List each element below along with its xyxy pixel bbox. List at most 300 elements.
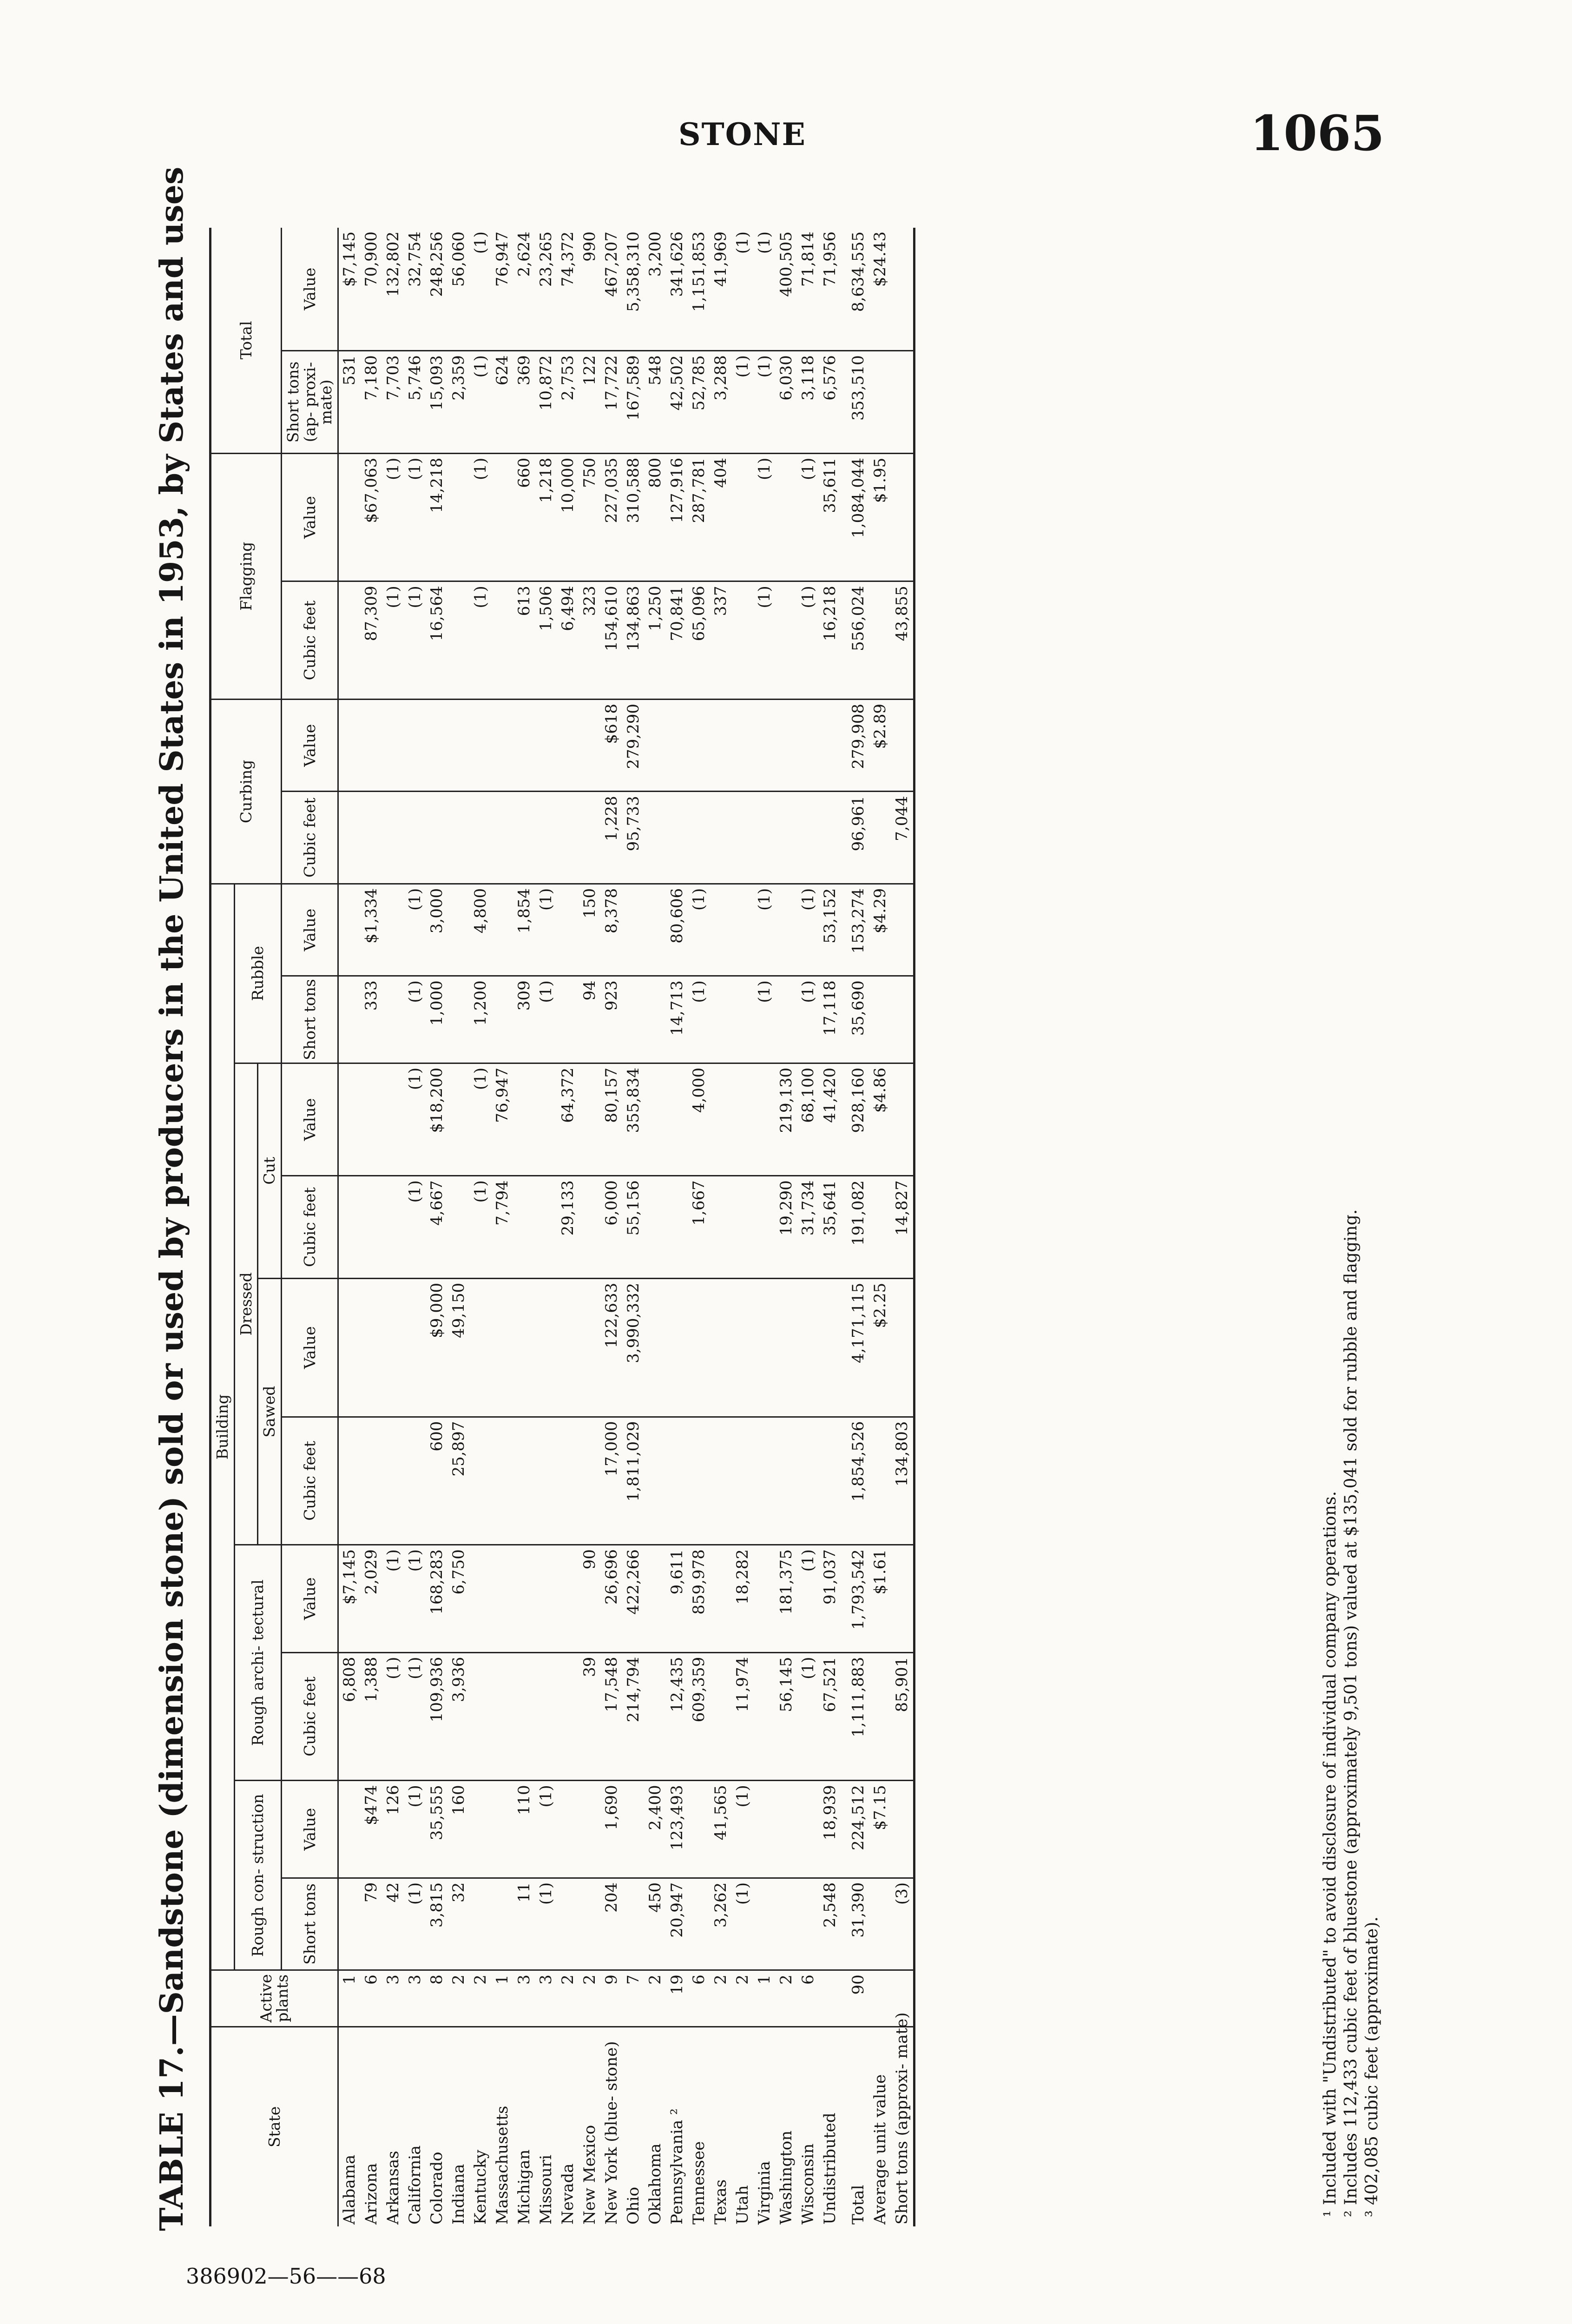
cell-flag-cf: 323 [579,581,601,700]
cell-saw-cf [404,1417,426,1545]
cell-plants: 2 [448,1970,470,2027]
cell-flag-cf: 70,841 [666,581,688,700]
cell-ra-v: $7,145 [338,1545,361,1653]
cell-tot-v: 76,947 [492,228,513,351]
cell-curb-v [448,699,470,791]
cell-flag-cf [448,581,470,700]
cell-state [688,2027,710,2226]
cell-flag-v [448,453,470,581]
cell-rub-t: 35,690 [841,976,869,1063]
footnote-3: ³ 402,085 cubic feet (approximate). [1362,1916,1381,2217]
cell-curb-v [426,699,448,791]
cell-curb-cf [426,792,448,884]
cell-cut-v [579,1063,601,1176]
cell-saw-v: 3,990,332 [623,1278,645,1417]
cell-flag-v: 35,611 [819,453,841,581]
cell-saw-v [513,1278,535,1417]
state-name: Massachusetts [493,2106,512,2225]
cell-rc-t: 3,262 [710,1878,732,1970]
cell-rub-t: 1,200 [470,976,492,1063]
cell-curb-cf [776,792,797,884]
header-rough-construction: Rough con- struction [234,1781,281,1970]
cell-cut-cf: (1) [470,1176,492,1279]
cell-cut-v: 68,100 [797,1063,819,1176]
cell-ra-v [891,1545,914,1653]
cell-tot-v: 23,265 [535,228,557,351]
cell-ra-v [535,1545,557,1653]
cell-cut-v [732,1063,754,1176]
table-row [776,228,797,2226]
cell-cut-v: 355,834 [623,1063,645,1176]
cell-tot-t: 5,746 [404,351,426,454]
cell-rc-t [557,1878,579,1970]
cell-cut-v: $4.86 [869,1063,891,1176]
cell-ra-cf [754,1652,776,1781]
state-name: Average unit value [870,2074,889,2225]
cell-curb-v: 279,290 [623,699,645,791]
cell-rub-v [492,884,513,976]
cell-ra-cf: 17,548 [601,1652,623,1781]
cell-curb-v [557,699,579,791]
cell-flag-cf: 337 [710,581,732,700]
cell-flag-v: 227,035 [601,453,623,581]
state-name: Indiana [449,2164,468,2225]
table-title: TABLE 17.—Sandstone (dimension stone) sold or used by producers in the United States in 1953, by States and uses [153,166,191,2231]
table-row [535,228,557,2226]
cell-ra-v [470,1545,492,1653]
cell-curb-v [688,699,710,791]
header-sawed: Sawed [258,1278,282,1545]
subheader-curbing-value: Value [281,699,338,791]
cell-rub-t [645,976,666,1063]
header-curbing: Curbing [210,699,282,884]
cell-saw-cf [382,1417,404,1545]
cell-curb-cf [382,792,404,884]
cell-ra-v [710,1545,732,1653]
cell-plants: 19 [666,1970,688,2027]
cell-flag-cf: 6,494 [557,581,579,700]
cell-ra-v: 859,978 [688,1545,710,1653]
cell-saw-cf [579,1417,601,1545]
cell-tot-t [869,351,891,454]
cell-saw-v [338,1278,361,1417]
cell-curb-v: $2.89 [869,699,891,791]
cell-curb-cf [732,792,754,884]
cell-ra-v [754,1545,776,1653]
cell-tot-v: $24.43 [869,228,891,351]
cell-cut-cf [579,1176,601,1279]
cell-state [557,2027,579,2226]
cell-rc-t: (1) [535,1878,557,1970]
cell-curb-v [710,699,732,791]
cell-plants: 3 [404,1970,426,2027]
cell-rc-v [338,1781,361,1878]
cell-flag-v: 660 [513,453,535,581]
cell-tot-v: 3,200 [645,228,666,351]
cell-state [535,2027,557,2226]
cell-curb-cf [797,792,819,884]
cell-cut-cf [338,1176,361,1279]
cell-saw-v [492,1278,513,1417]
cell-saw-v: 4,171,115 [841,1278,869,1417]
cell-tot-t: 167,589 [623,351,645,454]
cell-state [710,2027,732,2226]
header-flagging: Flagging [210,453,282,699]
cell-cut-v: 4,000 [688,1063,710,1176]
subheader-cut-cubic-feet: Cubic feet [281,1176,338,1279]
cell-plants [869,1970,891,2027]
table-row [891,228,914,2226]
cell-rub-t: (1) [535,976,557,1063]
cell-saw-v [470,1278,492,1417]
state-name: Missouri [536,2154,555,2225]
cell-saw-cf [688,1417,710,1545]
cell-tot-t: 15,093 [426,351,448,454]
cell-tot-v: 5,358,310 [623,228,645,351]
cell-ra-cf: 109,936 [426,1652,448,1781]
cell-rc-t: 20,947 [666,1878,688,1970]
cell-ra-cf: 56,145 [776,1652,797,1781]
cell-rub-v: 1,854 [513,884,535,976]
cell-tot-v: 56,060 [448,228,470,351]
cell-curb-v [470,699,492,791]
cell-flag-cf: 1,250 [645,581,666,700]
cell-saw-v [754,1278,776,1417]
table-row [492,228,513,2226]
cell-state [448,2027,470,2226]
cell-ra-cf: 6,808 [338,1652,361,1781]
cell-cut-v [448,1063,470,1176]
cell-rub-t: (1) [797,976,819,1063]
table-row [338,228,361,2226]
cell-cut-v [891,1063,914,1176]
subheader-ra-cubic-feet: Cubic feet [281,1652,338,1781]
cell-saw-cf: 600 [426,1417,448,1545]
cell-state [891,2012,914,2226]
cell-state [645,2027,666,2226]
subheader-rc-short-tons: Short tons [281,1878,338,1970]
table-row [623,228,645,2226]
cell-tot-v: 2,624 [513,228,535,351]
cell-rc-v: 123,493 [666,1781,688,1878]
cell-ra-v: 26,696 [601,1545,623,1653]
cell-plants: 90 [841,1970,869,2027]
cell-flag-cf [492,581,513,700]
subheader-cut-value: Value [281,1063,338,1176]
cell-rc-v: (1) [535,1781,557,1878]
cell-saw-v [732,1278,754,1417]
subheader-rc-value: Value [281,1781,338,1878]
cell-state [338,2027,361,2226]
cell-state [666,2027,688,2226]
footnotes [1320,265,1382,2217]
subheader-sawed-value: Value [281,1278,338,1417]
cell-saw-cf [513,1417,535,1545]
cell-tot-t: (1) [470,351,492,454]
cell-rub-t [732,976,754,1063]
cell-saw-cf [869,1417,891,1545]
cell-curb-cf [470,792,492,884]
footnote-2: ² Includes 112,433 cubic feet of bluestone (approximately 9,501 tons) valued at $135,041 sold for rubble and flagging. [1342,1209,1361,2217]
cell-curb-v [891,699,914,791]
cell-plants: 9 [601,1970,623,2027]
cell-tot-t: (1) [732,351,754,454]
cell-ra-v: 422,266 [623,1545,645,1653]
cell-flag-cf: 613 [513,581,535,700]
cell-tot-t: 2,359 [448,351,470,454]
cell-saw-cf [535,1417,557,1545]
cell-tot-v: 32,754 [404,228,426,351]
cell-flag-cf: (1) [754,581,776,700]
cell-flag-cf: 16,218 [819,581,841,700]
cell-rc-v [891,1781,914,1878]
cell-curb-cf [404,792,426,884]
cell-tot-v: 41,969 [710,228,732,351]
cell-rub-v: $4.29 [869,884,891,976]
cell-ra-v: $1.61 [869,1545,891,1653]
cell-rc-v [797,1781,819,1878]
header-dressed: Dressed [234,1063,258,1545]
cell-rc-t: 42 [382,1878,404,1970]
cell-saw-v [797,1278,819,1417]
cell-saw-cf [361,1417,382,1545]
cell-tot-t: 7,180 [361,351,382,454]
table-row [688,228,710,2226]
table-row [819,228,841,2226]
cell-cut-v [645,1063,666,1176]
cell-cut-v [754,1063,776,1176]
table-row [557,228,579,2226]
table-row [448,228,470,2226]
cell-rc-t: 11 [513,1878,535,1970]
cell-rc-v [623,1781,645,1878]
table-row [841,228,869,2226]
cell-curb-cf [448,792,470,884]
cell-plants: 3 [382,1970,404,2027]
cell-rub-t: 1,000 [426,976,448,1063]
cell-rub-t [492,976,513,1063]
subheader-sawed-cubic-feet: Cubic feet [281,1417,338,1545]
cell-curb-v [513,699,535,791]
cell-flag-v: 1,084,044 [841,453,869,581]
cell-ra-v: 1,793,542 [841,1545,869,1653]
cell-rub-v: (1) [404,884,426,976]
cell-cut-v: (1) [404,1063,426,1176]
cell-rub-v: 80,606 [666,884,688,976]
state-name: New York (blue- stone) [602,2041,621,2225]
cell-rc-t: 32 [448,1878,470,1970]
cell-curb-v [797,699,819,791]
cell-plants: 2 [710,1970,732,2027]
cell-saw-v [710,1278,732,1417]
cell-saw-cf: 134,803 [891,1417,914,1545]
cell-rc-v: 1,690 [601,1781,623,1878]
cell-curb-cf: 95,733 [623,792,645,884]
cell-tot-t [891,351,914,454]
cell-curb-cf [688,792,710,884]
cell-tot-t: 3,118 [797,351,819,454]
cell-flag-v [732,453,754,581]
cell-curb-cf [338,792,361,884]
cell-state [732,2027,754,2226]
cell-curb-v [666,699,688,791]
cell-ra-cf: (1) [382,1652,404,1781]
cell-cut-v [361,1063,382,1176]
cell-saw-cf [710,1417,732,1545]
cell-tot-t: 531 [338,351,361,454]
cell-rub-v [645,884,666,976]
cell-cut-cf: (1) [404,1176,426,1279]
cell-curb-v [382,699,404,791]
cell-flag-cf: 87,309 [361,581,382,700]
table-row [732,228,754,2226]
cell-curb-cf [645,792,666,884]
cell-flag-v: 10,000 [557,453,579,581]
cell-rc-v [754,1781,776,1878]
cell-state [382,2027,404,2226]
cell-rc-t: (1) [404,1878,426,1970]
cell-ra-cf [869,1652,891,1781]
cell-ra-v [557,1545,579,1653]
cell-flag-v: 14,218 [426,453,448,581]
cell-saw-v [776,1278,797,1417]
cell-rc-v [579,1781,601,1878]
cell-saw-cf [492,1417,513,1545]
sandstone-table [209,228,915,2226]
cell-tot-v: 74,372 [557,228,579,351]
cell-saw-cf [338,1417,361,1545]
cell-curb-v [535,699,557,791]
cell-state [579,2027,601,2226]
cell-state [513,2027,535,2226]
cell-cut-cf: 1,667 [688,1176,710,1279]
cell-rub-v [891,884,914,976]
state-name: Ohio [624,2186,643,2225]
table-row [382,228,404,2226]
cell-flag-cf [732,581,754,700]
cell-tot-t: 6,030 [776,351,797,454]
state-name: Arkansas [383,2151,402,2225]
table-container [209,228,915,2226]
cell-rc-v: (1) [732,1781,754,1878]
cell-rc-t: 3,815 [426,1878,448,1970]
cell-plants: 2 [470,1970,492,2027]
state-name: Tennessee [689,2141,708,2225]
cell-cut-cf: 7,794 [492,1176,513,1279]
cell-cut-cf [382,1176,404,1279]
cell-rub-v [710,884,732,976]
cell-rc-v: 110 [513,1781,535,1878]
cell-rc-v: (1) [404,1781,426,1878]
cell-ra-cf [492,1652,513,1781]
cell-cut-cf: 6,000 [601,1176,623,1279]
state-name: Utah [733,2185,752,2225]
cell-curb-cf [535,792,557,884]
cell-saw-cf [797,1417,819,1545]
cell-curb-cf [361,792,382,884]
cell-ra-cf [557,1652,579,1781]
cell-plants: 2 [645,1970,666,2027]
cell-saw-v [645,1278,666,1417]
cell-flag-cf: 43,855 [891,581,914,700]
cell-ra-v [513,1545,535,1653]
cell-cut-cf [645,1176,666,1279]
cell-tot-v: 990 [579,228,601,351]
cell-plants: 1 [754,1970,776,2027]
footnote-1: ¹ Included with "Undistributed" to avoid disclosure of individual company operations. [1321,1491,1340,2217]
cell-curb-cf [666,792,688,884]
header-active-plants: Active plants [210,1970,338,2027]
cell-ra-v: (1) [404,1545,426,1653]
state-name: California [405,2145,424,2225]
cell-saw-cf: 25,897 [448,1417,470,1545]
cell-curb-v [732,699,754,791]
cell-cut-cf: 14,827 [891,1176,914,1279]
cell-ra-cf [645,1652,666,1781]
cell-curb-v [579,699,601,791]
cell-tot-v: 1,151,853 [688,228,710,351]
cell-cut-v: 80,157 [601,1063,623,1176]
cell-rub-v: (1) [754,884,776,976]
table-row [404,228,426,2226]
cell-curb-v [819,699,841,791]
cell-flag-v: (1) [404,453,426,581]
cell-state [869,2027,891,2226]
cell-rub-v [338,884,361,976]
cell-ra-v: 90 [579,1545,601,1653]
cell-tot-t: 624 [492,351,513,454]
cell-state [819,2027,841,2226]
cell-rc-t: (1) [732,1878,754,1970]
cell-cut-v: 64,372 [557,1063,579,1176]
cell-curb-cf [710,792,732,884]
cell-curb-cf: 7,044 [891,792,914,884]
state-name: Oklahoma [645,2143,664,2225]
cell-ra-cf: 39 [579,1652,601,1781]
cell-rc-v [492,1781,513,1878]
cell-saw-cf [470,1417,492,1545]
cell-tot-v: 70,900 [361,228,382,351]
cell-ra-v: 91,037 [819,1545,841,1653]
running-head: STONE [678,116,806,152]
cell-rub-v: 53,152 [819,884,841,976]
cell-tot-v [891,228,914,351]
cell-curb-v: $618 [601,699,623,791]
cell-saw-cf [645,1417,666,1545]
cell-tot-v: (1) [754,228,776,351]
header-total: Total [210,228,282,453]
cell-rub-t [382,976,404,1063]
cell-cut-cf [448,1176,470,1279]
cell-ra-cf: 1,388 [361,1652,382,1781]
rotated-table-page [139,166,1487,2324]
cell-saw-v [382,1278,404,1417]
state-name: Alabama [340,2154,359,2225]
cell-flag-v: 404 [710,453,732,581]
cell-curb-cf [513,792,535,884]
cell-rub-v: 153,274 [841,884,869,976]
cell-rub-t: (1) [404,976,426,1063]
cell-plants: 6 [361,1970,382,2027]
table-row [361,228,382,2226]
cell-rub-t: 923 [601,976,623,1063]
cell-saw-v [666,1278,688,1417]
cell-rc-v: 160 [448,1781,470,1878]
cell-ra-cf: (1) [797,1652,819,1781]
cell-rc-t [776,1878,797,1970]
subheader-total-value: Value [281,228,338,351]
cell-cut-v [710,1063,732,1176]
